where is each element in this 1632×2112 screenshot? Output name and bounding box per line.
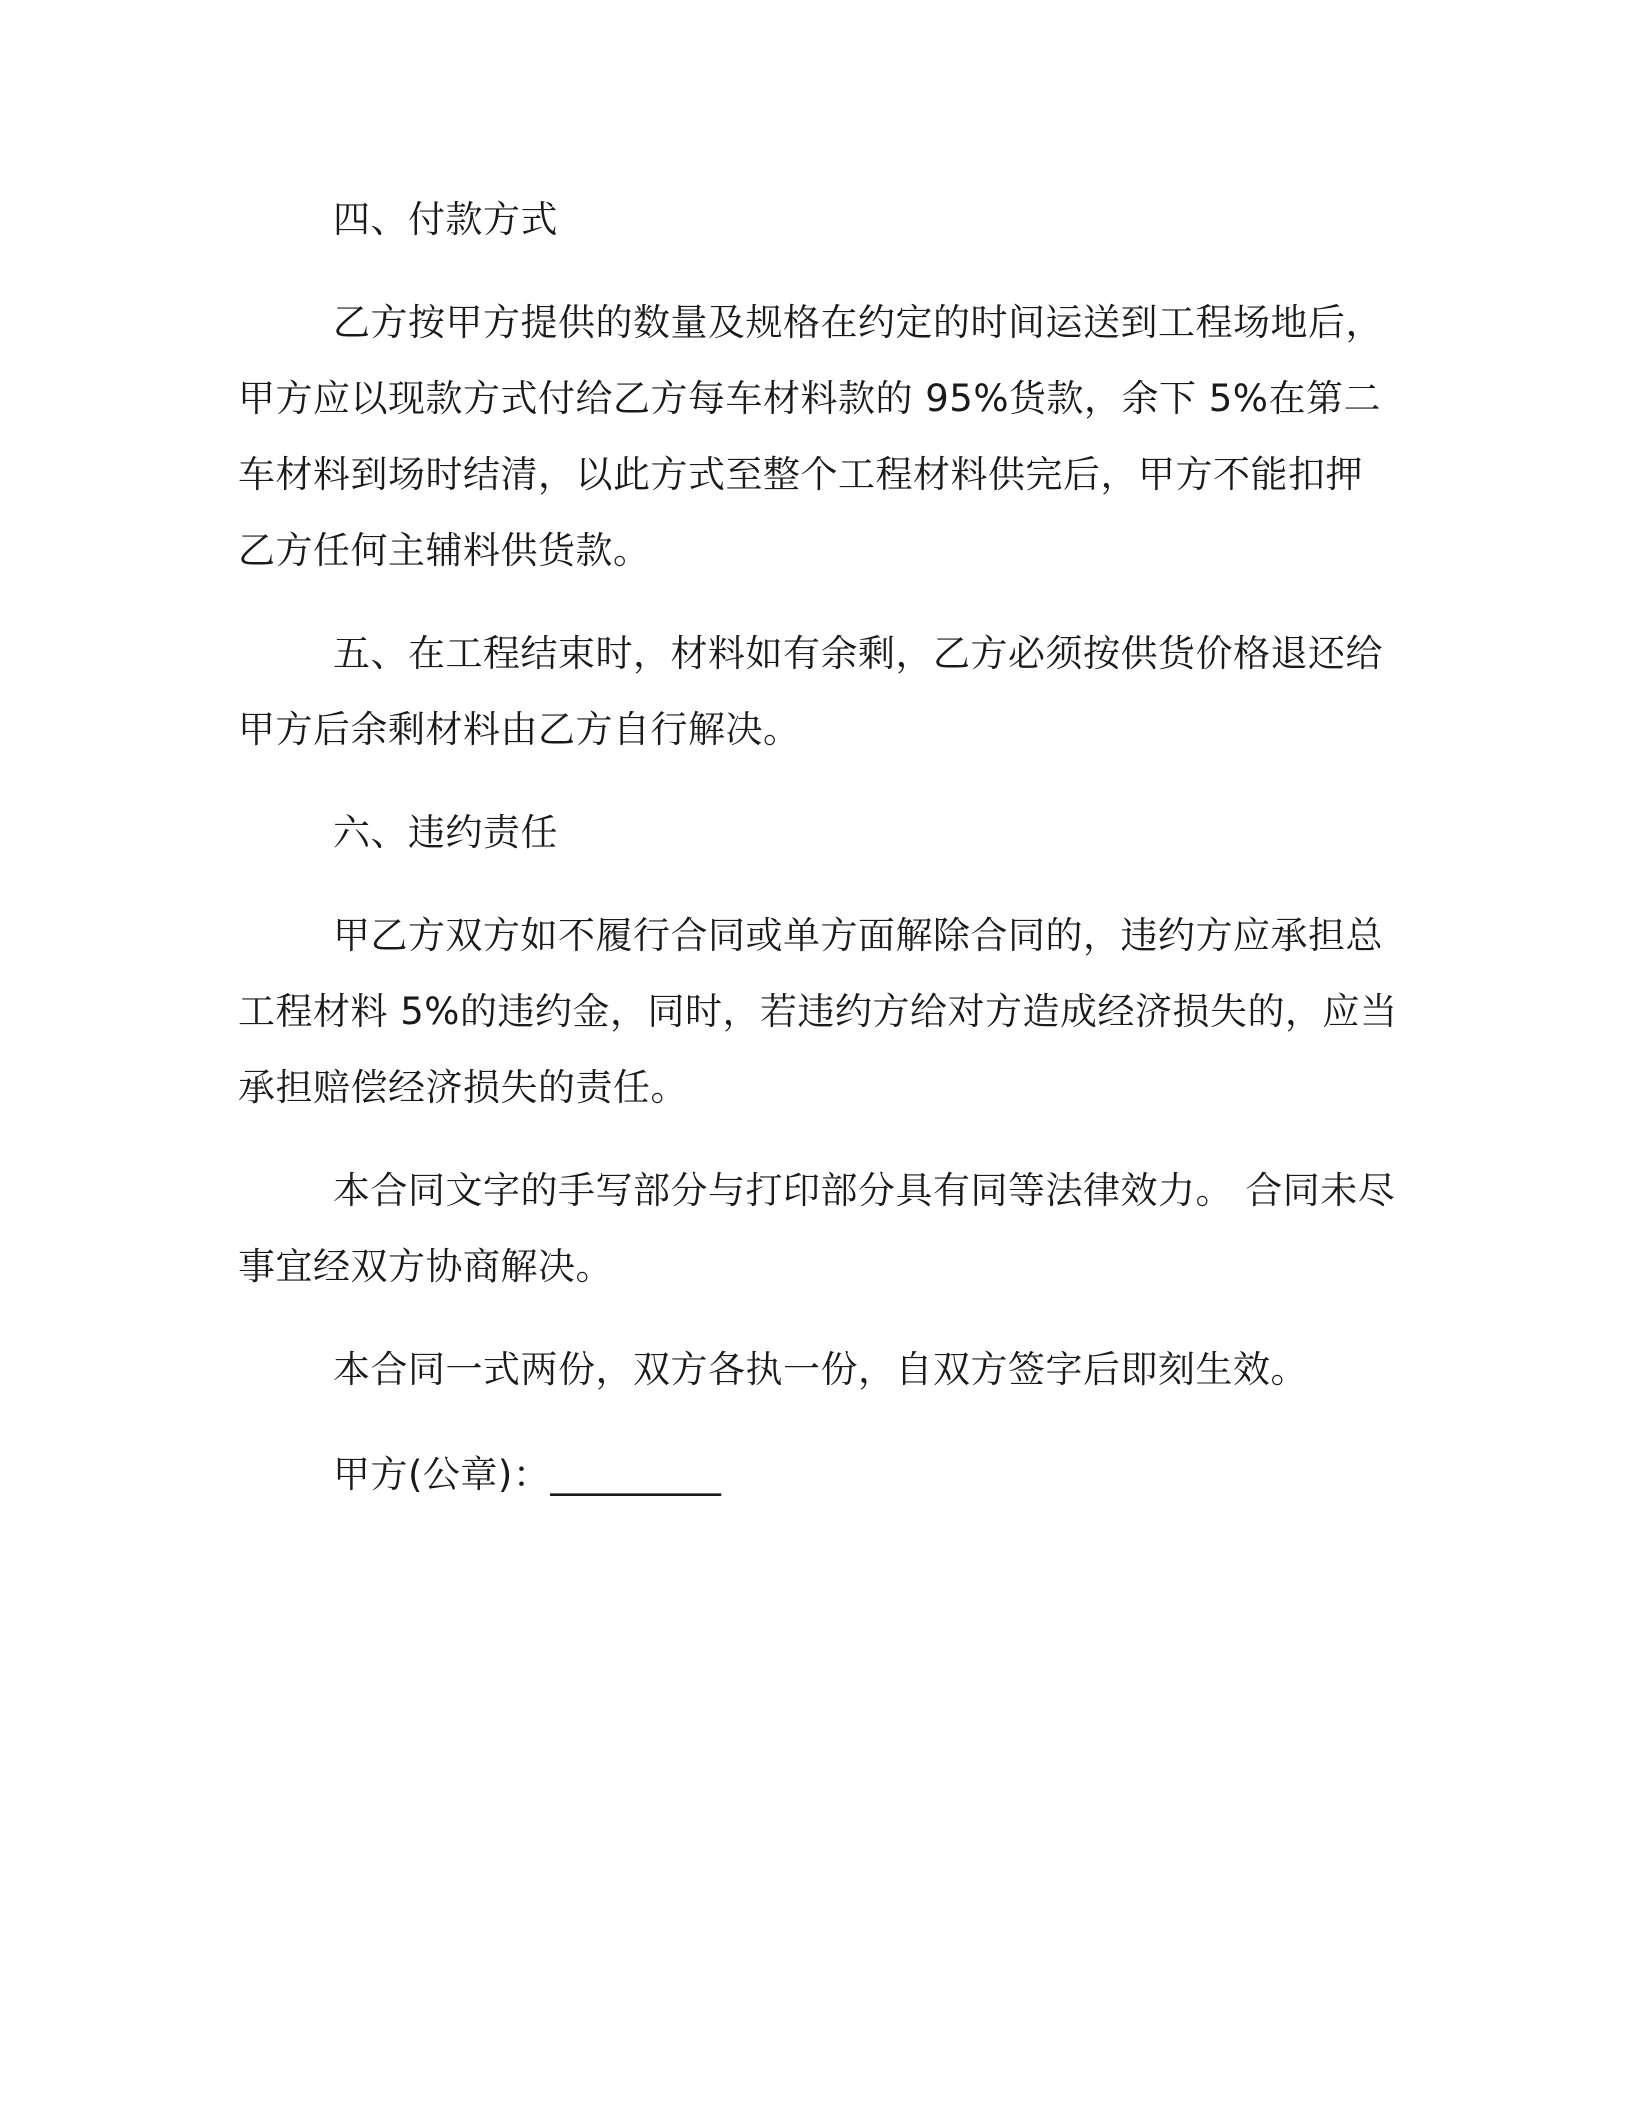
clause-surplus-line: 五、在工程结束时，材料如有余剩，乙方必须按供货价格退还给 bbox=[333, 632, 1383, 675]
paragraph-line: 本合同一式两份，双方各执一份，自双方签字后即刻生效。 bbox=[333, 1348, 1308, 1391]
paragraph-line: 甲乙方双方如不履行合同或单方面解除合同的，违约方应承担总 bbox=[333, 914, 1383, 957]
signature-party-a: 甲方(公章)：_________ bbox=[333, 1453, 722, 1496]
paragraph-line: 乙方任何主辅料供货款。 bbox=[238, 529, 651, 572]
paragraph-line: 乙方按甲方提供的数量及规格在约定的时间运送到工程场地后， bbox=[333, 301, 1383, 344]
clause-surplus-line: 甲方后余剩材料由乙方自行解决。 bbox=[238, 708, 801, 751]
paragraph-line: 甲方应以现款方式付给乙方每车材料款的 95%货款，余下 5%在第二 bbox=[238, 377, 1381, 420]
paragraph-line: 工程材料 5%的违约金，同时，若违约方给对方造成经济损失的，应当 bbox=[238, 990, 1398, 1033]
section-heading-payment: 四、付款方式 bbox=[333, 198, 558, 241]
paragraph-line: 事宜经双方协商解决。 bbox=[238, 1245, 613, 1288]
paragraph-line: 承担赔偿经济损失的责任。 bbox=[238, 1066, 688, 1109]
paragraph-line: 车材料到场时结清，以此方式至整个工程材料供完后，甲方不能扣押 bbox=[238, 453, 1363, 496]
section-heading-liability: 六、违约责任 bbox=[333, 811, 558, 854]
paragraph-line: 本合同文字的手写部分与打印部分具有同等法律效力。 合同未尽 bbox=[333, 1169, 1396, 1212]
